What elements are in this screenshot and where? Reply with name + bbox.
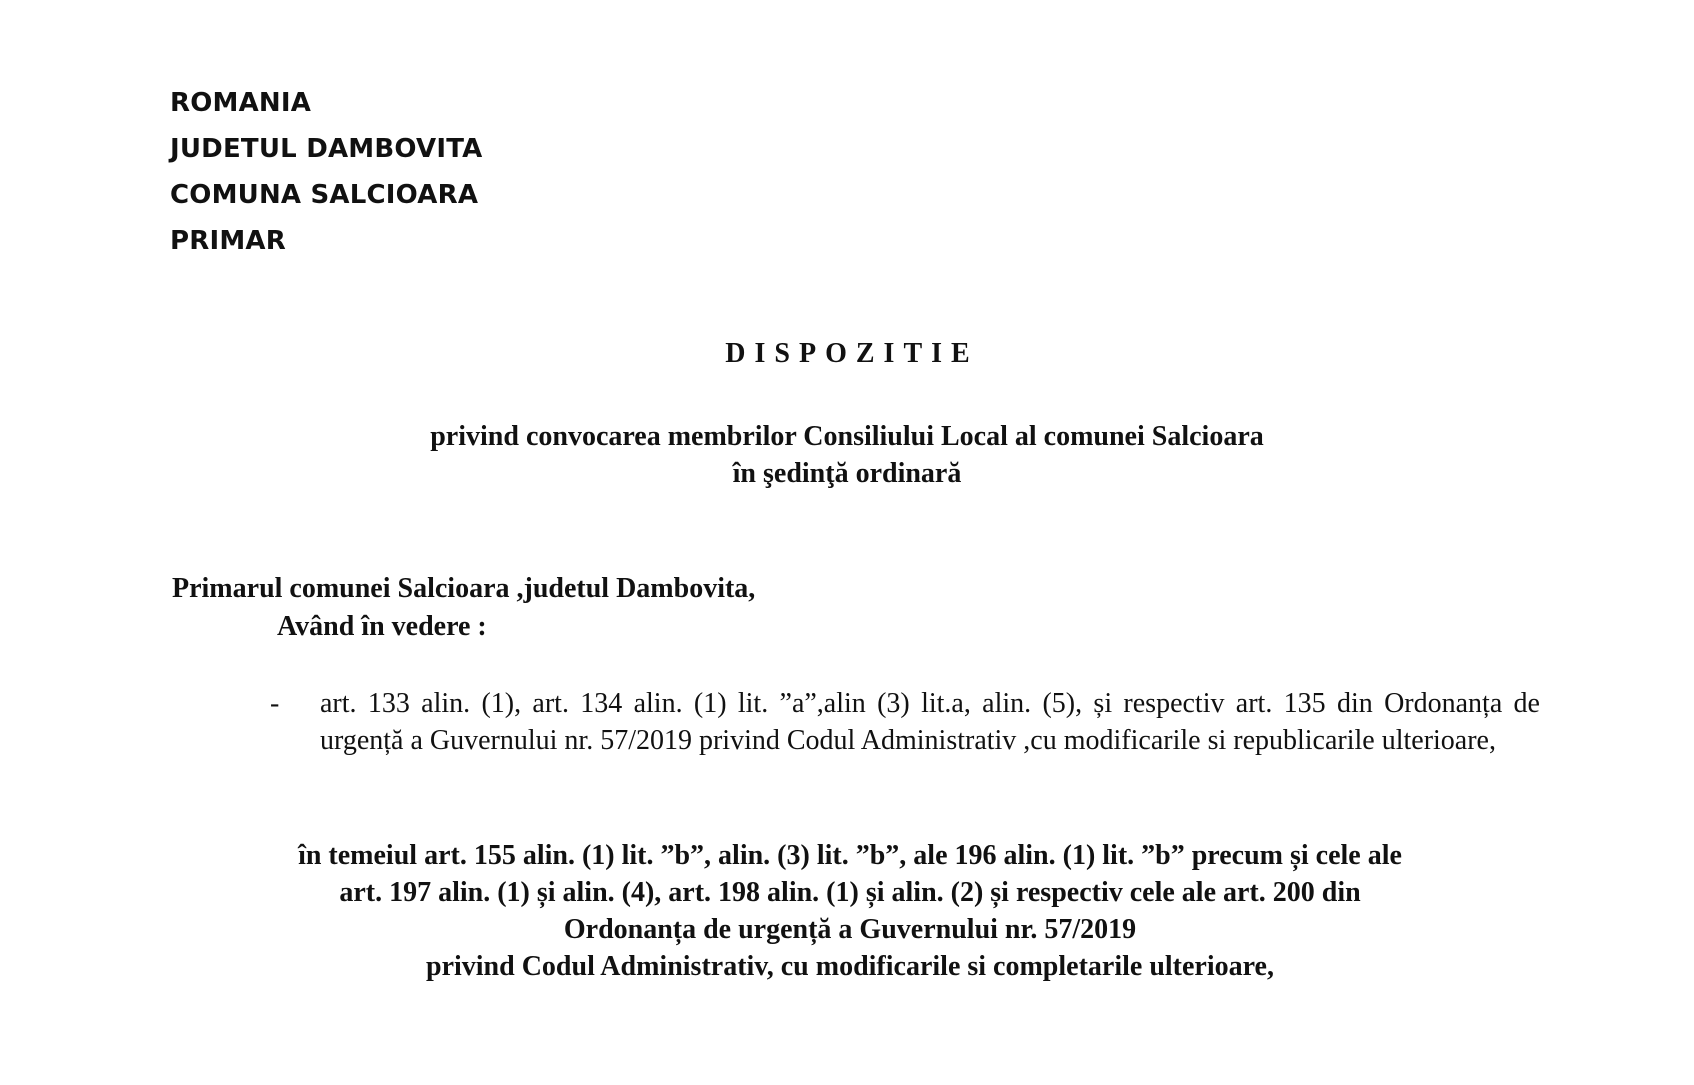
legal-basis-line-4: privind Codul Administrativ, cu modificarile si completarile ulterioare, bbox=[426, 951, 1274, 982]
legal-basis-line-3: Ordonanța de urgență a Guvernului nr. 57/2019 bbox=[563, 914, 1137, 945]
intro-paragraph bbox=[172, 570, 755, 646]
document-title: DISPOZITIE bbox=[725, 338, 979, 369]
subtitle-line-2: în şedinţă ordinară bbox=[732, 458, 962, 489]
subtitle-line-1: privind convocarea membrilor Consiliului Local al comunei Salcioara bbox=[430, 421, 1264, 452]
intro-line-1: Primarul comunei Salcioara ,judetul Dambovita, bbox=[172, 573, 756, 604]
legal-basis-line-1: în temeiul art. 155 alin. (1) lit. ”b”, alin. (3) lit. ”b”, ale 196 alin. (1) lit. ”b” precum și cele ale bbox=[298, 840, 1402, 871]
legal-basis-line-2: art. 197 alin. (1) și alin. (4), art. 198 alin. (1) și alin. (2) și respectiv cele ale art. 200 din bbox=[339, 877, 1361, 908]
issuer-header bbox=[170, 80, 482, 264]
header-commune: COMUNA SALCIOARA bbox=[170, 180, 479, 210]
document-subtitle bbox=[0, 418, 1694, 492]
list-item bbox=[270, 685, 1540, 759]
bullet-marker: - bbox=[270, 688, 280, 719]
header-office: PRIMAR bbox=[170, 226, 286, 256]
bullet-text: art. 133 alin. (1), art. 134 alin. (1) lit. ”a”,alin (3) lit.a, alin. (5), și respectiv art. 135 din Ordonanța de urgență a Guvernului nr. 57/2019 privind Codul Administrativ ,cu modificarile si republicarile ulterioare, bbox=[320, 688, 1540, 756]
legal-basis bbox=[150, 837, 1550, 985]
header-country: ROMANIA bbox=[170, 88, 312, 118]
intro-line-2: Având în vedere : bbox=[277, 611, 487, 642]
header-county: JUDETUL DAMBOVITA bbox=[170, 134, 483, 164]
